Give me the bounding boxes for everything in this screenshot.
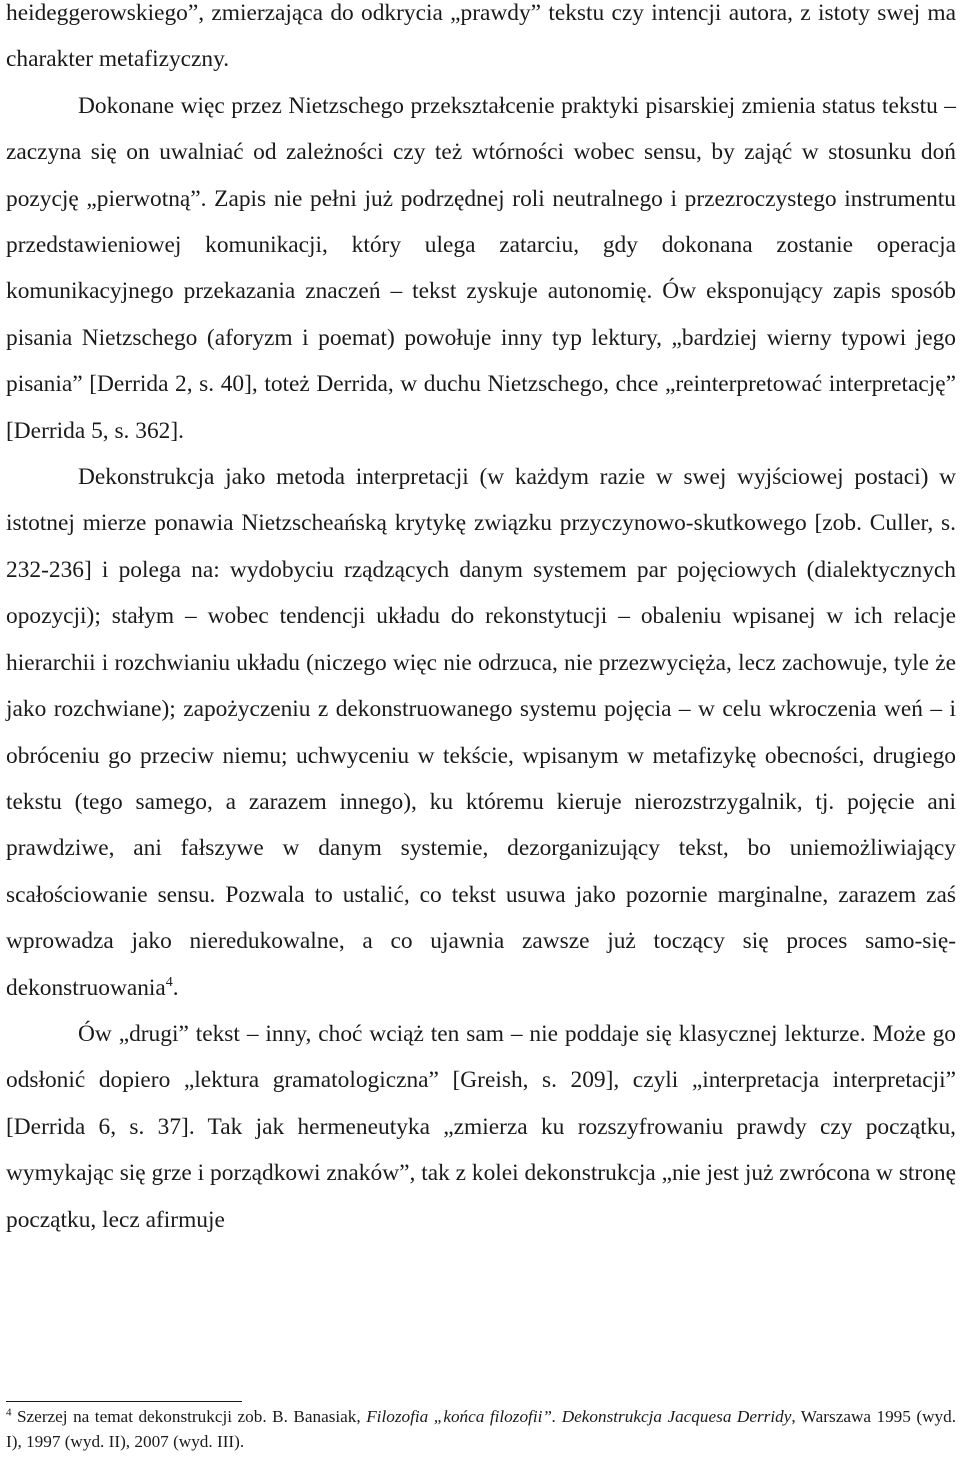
paragraph-2-text: Dokonane więc przez Nietzschego przekształcenie praktyki pisarskiej zmienia status tekstu – zaczyna się on uwalniać od zależności czy też wtórności wobec sensu, by zająć w stosunku doń pozycję „pierwotną”. Zapis nie pełni już podrzędnej roli neutralnego i przezroczystego instrumentu przedstawieniowej komunikacji, który ulega zatarciu, gdy dokonana zostanie operacja komunikacyjnego przekazania znaczeń – tekst zyskuje autonomię. Ów eksponujący zapis sposób pisania Nietzschego (aforyzm i poemat) powołuje inny typ lektury, „bardziej wierny typowi jego pisania” [Derrida 2, s. 40], toteż Derrida, w duchu Nietzschego, chce „reinterpretować interpretację” [Derrida 5, s. 362]. xyxy=(6,92,956,444)
paragraph-3-text: Dekonstrukcja jako metoda interpretacji (w każdym razie w swej wyjściowej postaci) w istotnej mierze ponawia Nietzscheańską krytykę związku przyczynowo-skutkowego [zob. Culler, s. 232-236] i polega na: wydobyciu rządzących danym systemem par pojęciowych (dialektycznych opozycji); stałym – wobec tendencji układu do rekonstytucji – obaleniu wpisanej w ich relacje hierarchii i rozchwianiu układu (niczego więc nie odrzuca, nie przezwycięża, lecz zachowuje, tyle że jako rozchwiane); zapożyczeniu z dekonstruowanego systemu pojęcia – w celu wkroczenia weń – i obróceniu go przeciw niemu; uchwyceniu w tekście, wpisanym w metafizykę obecności, drugiego tekstu (tego samego, a zarazem innego), ku któremu kieruje nierozstrzygalnik, tj. pojęcie ani prawdziwe, ani fałszywe w danym systemie, dezorganizujący tekst, bo uniemożliwiający scałościowanie sensu. Pozwala to ustalić, co tekst usuwa jako pozornie marginalne, zarazem zaś wprowadza jako nieredukowalne, a co ujawnia zawsze już toczący się proces samo-się-dekonstruowania xyxy=(6,464,956,1001)
footnote-body xyxy=(6,1398,956,1454)
paragraph-4-text: Ów „drugi” tekst – inny, choć wciąż ten sam – nie poddaje się klasycznej lekturze. Może go odsłonić dopiero „lektura gramatologiczna” [Greish, s. 209], czyli „interpretacja interpretacji” [Derrida 6, s. 37]. Tak jak hermeneutyka „zmierza ku rozszyfrowaniu prawdy czy początku, wymykając się grze i porządkowi znaków”, tak z kolei dekonstrukcja „nie jest już zwrócona w stronę początku, lecz afirmuje xyxy=(6,1020,956,1233)
footnote-reference: 4 xyxy=(165,974,173,990)
body-text xyxy=(6,0,956,1243)
paragraph-2 xyxy=(6,83,956,454)
paragraph-1-text: heideggerowskiego”, zmierzająca do odkrycia „prawdy” tekstu czy intencji autora, z istoty swej ma charakter metafizyczny. xyxy=(6,0,956,73)
footnote xyxy=(6,1398,956,1454)
footnote-number: 4 xyxy=(6,1406,12,1419)
paragraph-1 xyxy=(6,0,956,83)
paragraph-3-tail: . xyxy=(172,974,179,1001)
paragraph-3 xyxy=(6,454,956,1011)
footnote-tail: , Warszawa 1995 (wyd. I), 1997 (wyd. II), 2007 (wyd. III). xyxy=(6,1407,956,1451)
footnote-lead: Szerzej na temat dekonstrukcji zob. B. Banasiak, xyxy=(11,1407,367,1426)
paragraph-4 xyxy=(6,1011,956,1243)
footnote-title: Filozofia „końca filozofii”. Dekonstrukcja Jacquesa Derridy xyxy=(366,1407,792,1426)
